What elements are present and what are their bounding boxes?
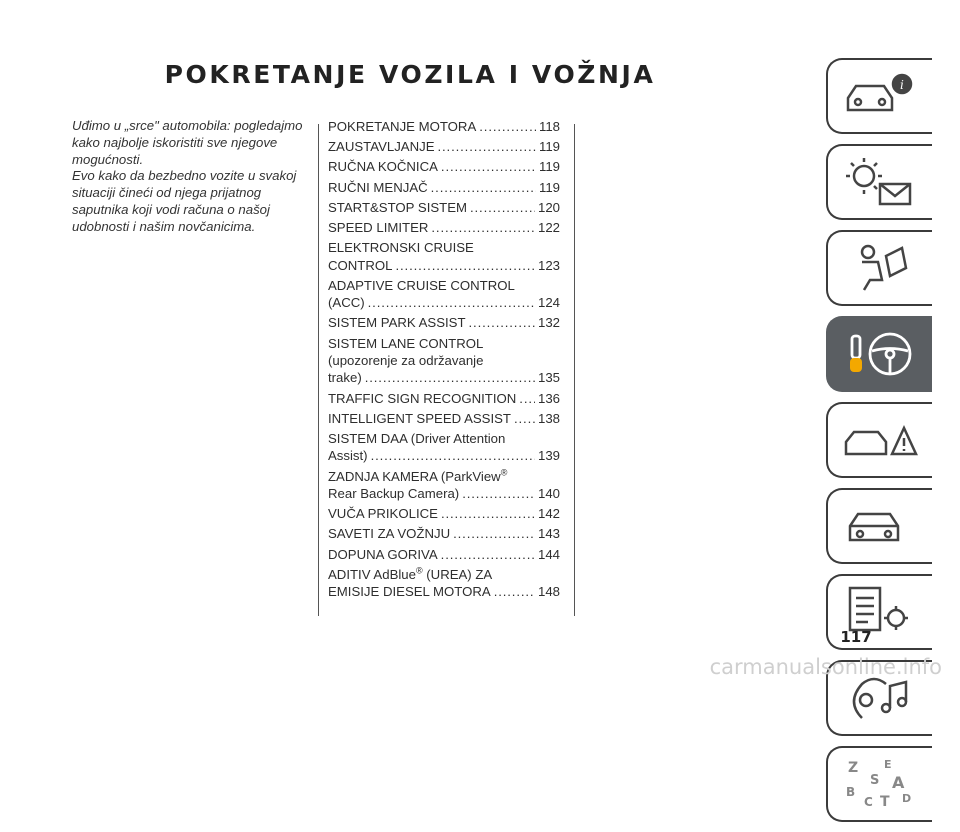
svg-text:C: C: [864, 795, 873, 809]
svg-text:D: D: [902, 792, 912, 805]
svg-text:A: A: [892, 773, 905, 792]
toc-entry-label: SISTEM PARK ASSIST: [328, 315, 466, 331]
safety-airbag-icon: [840, 238, 920, 298]
watermark: carmanualsonline.info: [709, 655, 942, 679]
tab-maintenance[interactable]: [826, 488, 932, 564]
car-info-icon: [840, 66, 920, 126]
dot-leader: [469, 314, 535, 331]
dot-leader: [441, 546, 535, 563]
registered-mark: ®: [415, 565, 423, 576]
page-number: 117: [840, 628, 872, 646]
toc-entry-page: 123: [537, 257, 560, 273]
toc-entry[interactable]: [328, 199, 560, 216]
toc-entry-page: 135: [537, 370, 560, 386]
toc-entry-page: 136: [537, 390, 560, 406]
toc-entry-title-part: ELEKTRONSKI CRUISE: [328, 240, 474, 256]
toc-entry-title-part: ADITIV AdBlue: [328, 566, 416, 582]
toc-entry[interactable]: [328, 430, 560, 465]
toc-entry-page: 144: [537, 546, 560, 562]
dot-leader: [479, 118, 536, 135]
intro-paragraph-1: Uđimo u „srce" automobila: pogledajmo kako najbolje iskoristiti sve njegove mogućnosti.: [72, 118, 303, 167]
toc-entry-label: VUČA PRIKOLICE: [328, 506, 438, 522]
toc-entry[interactable]: [328, 219, 560, 236]
svg-text:B: B: [846, 785, 856, 799]
dot-leader: [371, 447, 535, 464]
key-steering-wheel-icon: [840, 324, 920, 384]
alphabetical-index-icon: [840, 754, 920, 814]
toc-entry-label: ZAUSTAVLJANJE: [328, 139, 435, 155]
toc-entry-page: 119: [538, 179, 560, 195]
toc-entry-label: SAVETI ZA VOŽNJU: [328, 526, 451, 542]
toc-entry-page: 119: [538, 159, 560, 175]
dot-leader: [431, 179, 536, 196]
chapter-tabs: [826, 58, 936, 832]
dot-leader: [368, 294, 535, 311]
dot-leader: [453, 525, 535, 542]
toc-entry-page: 140: [537, 486, 560, 502]
toc-entry-page: 119: [538, 139, 560, 155]
toc-entry[interactable]: [328, 566, 560, 601]
svg-text:S: S: [870, 773, 880, 788]
dot-leader: [470, 199, 535, 216]
toc-entry-page: 138: [537, 410, 560, 426]
toc-entry[interactable]: [328, 525, 560, 542]
tab-warning-lights[interactable]: [826, 144, 932, 220]
dot-leader: [441, 505, 535, 522]
toc-entry-title-line: [328, 430, 560, 447]
svg-text:i: i: [900, 78, 904, 92]
toc-entry[interactable]: [328, 158, 560, 175]
tab-safety[interactable]: [826, 230, 932, 306]
toc-entry-label: RUČNA KOČNICA: [328, 159, 438, 175]
toc-entry-label: RUČNI MENJAČ: [328, 179, 428, 195]
column-divider-right: [574, 124, 575, 616]
svg-text:T: T: [880, 794, 890, 810]
tab-emergency[interactable]: [826, 402, 932, 478]
dot-leader: [441, 158, 536, 175]
svg-text:Z: Z: [848, 760, 859, 776]
toc-entry-page: 139: [537, 448, 560, 464]
toc-entry-title-line: [328, 335, 560, 352]
toc-entry-page: 122: [537, 220, 560, 236]
intro-text: [72, 118, 312, 236]
dot-leader: [395, 257, 535, 274]
toc-entry-title-part: SISTEM LANE CONTROL: [328, 335, 484, 351]
toc-entry-label: DOPUNA GORIVA: [328, 546, 438, 562]
toc-entry-title-line: [328, 468, 560, 485]
dot-leader: [438, 138, 536, 155]
toc-entry[interactable]: [328, 335, 560, 387]
tab-index[interactable]: [826, 746, 932, 822]
toc-entry-title-line: [328, 239, 560, 256]
intro-paragraph-2: Evo kako da bezbedno vozite u svakoj situaciji čineći od njega prijatnog saputnika koji vodi računa o našoj udobnosti i našim novčanicima.: [72, 168, 297, 234]
toc-entry[interactable]: [328, 179, 560, 196]
toc-entry-page: 120: [537, 199, 560, 215]
toc-entry[interactable]: [328, 468, 560, 503]
toc-entry-label: POKRETANJE MOTORA: [328, 119, 477, 134]
toc-entry-page: 118: [538, 119, 560, 134]
toc-entry[interactable]: [328, 118, 560, 135]
toc-entry[interactable]: [328, 546, 560, 563]
toc-entry-page: 132: [537, 315, 560, 331]
tab-starting-driving[interactable]: [826, 316, 932, 392]
toc-entry-label: INTELLIGENT SPEED ASSIST: [328, 410, 511, 426]
toc-entry[interactable]: [328, 314, 560, 331]
registered-mark: ®: [500, 467, 508, 478]
toc-entry-label: START&STOP SISTEM: [328, 199, 467, 215]
table-of-contents: [328, 118, 560, 604]
toc-entry[interactable]: [328, 138, 560, 155]
svg-text:E: E: [884, 758, 892, 771]
tab-car-info[interactable]: [826, 58, 932, 134]
dot-leader: [494, 583, 535, 600]
toc-entry-page: 143: [537, 526, 560, 542]
toc-entry[interactable]: [328, 410, 560, 427]
toc-entry-page: 148: [537, 584, 560, 600]
toc-entry-title-part: (UREA) ZA: [422, 566, 493, 582]
page-title: POKRETANJE VOZILA I VOŽNJA: [164, 60, 656, 89]
toc-entry-page: 142: [537, 506, 560, 522]
toc-entry-page: 124: [537, 295, 560, 311]
toc-entry-title-part: ZADNJA KAMERA (ParkView: [328, 468, 501, 484]
dot-leader: [365, 369, 535, 386]
toc-entry[interactable]: [328, 277, 560, 312]
column-divider-left: [318, 124, 319, 616]
toc-entry-label: CONTROL: [328, 257, 393, 273]
dot-leader: [462, 485, 535, 502]
dot-leader: [431, 219, 535, 236]
toc-entry-title-line: [328, 277, 560, 294]
toc-entry-label: Assist): [328, 448, 368, 464]
dot-leader: [514, 410, 535, 427]
toc-entry[interactable]: [328, 239, 560, 274]
emergency-icon: [840, 410, 920, 470]
toc-entry[interactable]: [328, 390, 560, 407]
toc-entry-label: EMISIJE DIESEL MOTORA: [328, 584, 491, 600]
toc-entry-label: (ACC): [328, 295, 365, 311]
car-maintenance-icon: [840, 496, 920, 556]
toc-entry-label: trake): [328, 370, 362, 386]
warning-lights-icon: [840, 152, 920, 212]
toc-entry-title-part: ADAPTIVE CRUISE CONTROL: [328, 277, 515, 293]
dot-leader: [519, 390, 535, 407]
toc-entry-label: SPEED LIMITER: [328, 220, 429, 236]
toc-entry-title-line: [328, 566, 560, 583]
toc-entry[interactable]: [328, 505, 560, 522]
toc-entry-label: Rear Backup Camera): [328, 486, 460, 502]
toc-entry-label: TRAFFIC SIGN RECOGNITION: [328, 390, 517, 406]
toc-entry-title-part: SISTEM DAA (Driver Attention: [328, 431, 506, 447]
toc-entry-title-line: (upozorenje za održavanje: [328, 353, 484, 369]
